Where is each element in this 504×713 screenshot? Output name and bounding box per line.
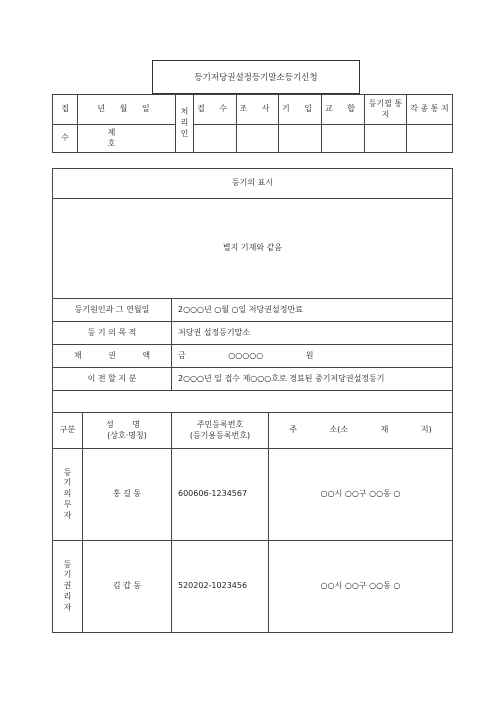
entry-cell <box>279 125 322 153</box>
header-review: 조 사 <box>237 95 279 125</box>
transfer-share-label: 이 전 할 지 분 <box>53 368 172 391</box>
document-title <box>152 60 360 94</box>
reception-label-top: 접 <box>53 95 78 125</box>
application-table <box>52 168 453 633</box>
title-text: 등기저당권설정등기말소등기신청 <box>194 73 318 83</box>
party-header-id <box>172 413 269 449</box>
purpose-label: 등 기 의 목 적 <box>53 322 172 345</box>
processor-char-3: 인 <box>180 128 189 138</box>
review-cell <box>237 125 279 153</box>
display-body: 별지 기재와 같음 <box>53 199 453 299</box>
cause-value: 2○○○년 ○월 ○일 저당권설정만료 <box>172 299 453 322</box>
claim-amount-label: 채 권 액 <box>53 345 172 368</box>
obligor-name: 홍 길 동 <box>83 449 172 541</box>
party-row-rightholder <box>53 541 453 633</box>
completion-notice-cell <box>365 125 407 153</box>
number-label: 제 호 <box>78 125 176 153</box>
processor-label <box>176 95 194 153</box>
obligor-role-char-5: 자 <box>63 510 72 520</box>
processor-char-1: 처 <box>180 107 189 117</box>
party-header-address: 주 소(소 재 지) <box>269 413 453 449</box>
party-header-category: 구분 <box>53 413 83 449</box>
obligor-address: ○○시 ○○구 ○○동 ○ <box>269 449 453 541</box>
obligor-role <box>53 449 83 541</box>
various-notice-cell <box>407 125 453 153</box>
rightholder-role-char-2: 기 <box>63 570 72 580</box>
rightholder-role-char-4: 리 <box>63 591 72 601</box>
receipt-cell <box>194 125 237 153</box>
obligor-id: 600606-1234567 <box>172 449 269 541</box>
claim-amount-value: 금 ○○○○○ 원 <box>172 345 453 368</box>
obligor-role-char-3: 의 <box>63 489 72 499</box>
collation-cell <box>322 125 365 153</box>
obligor-role-char-1: 등 <box>63 467 72 477</box>
party-header-name <box>83 413 172 449</box>
rightholder-role-char-3: 권 <box>63 581 72 591</box>
rightholder-role-char-1: 등 <box>63 559 72 569</box>
date-label: 년 월 일 <box>78 95 176 125</box>
blank-row <box>53 391 453 413</box>
cause-label: 등기원인과 그 연월일 <box>53 299 172 322</box>
rightholder-id: 520202-1023456 <box>172 541 269 633</box>
header-entry: 기 입 <box>279 95 322 125</box>
obligor-role-char-4: 무 <box>63 499 72 509</box>
reception-table <box>52 94 453 153</box>
processor-char-2: 리 <box>180 118 189 128</box>
rightholder-role-char-5: 자 <box>63 602 72 612</box>
rightholder-name: 김 갑 동 <box>83 541 172 633</box>
purpose-value: 저당권 설정등기말소 <box>172 322 453 345</box>
party-row-obligor <box>53 449 453 541</box>
obligor-role-char-2: 기 <box>63 478 72 488</box>
party-header-id-line2: (등기용등록번호) <box>189 430 251 440</box>
party-header-name-line1: 성 명 <box>106 419 148 429</box>
reception-label-bottom: 수 <box>53 125 78 153</box>
display-header: 등기의 표시 <box>53 169 453 199</box>
party-header-name-line2: (상호·명칭) <box>107 430 147 440</box>
party-header-id-line1: 주민등록번호 <box>196 419 244 429</box>
header-collation: 교 합 <box>322 95 365 125</box>
rightholder-address: ○○시 ○○구 ○○동 ○ <box>269 541 453 633</box>
header-receipt: 접 수 <box>194 95 237 125</box>
rightholder-role <box>53 541 83 633</box>
transfer-share-value: 2○○○년 일 접수 제○○○호로 경료된 중기저당권설정등기 <box>172 368 453 391</box>
header-completion-notice: 등기필 통 지 <box>365 95 407 125</box>
header-various-notice: 각 종 통 지 <box>407 95 453 125</box>
